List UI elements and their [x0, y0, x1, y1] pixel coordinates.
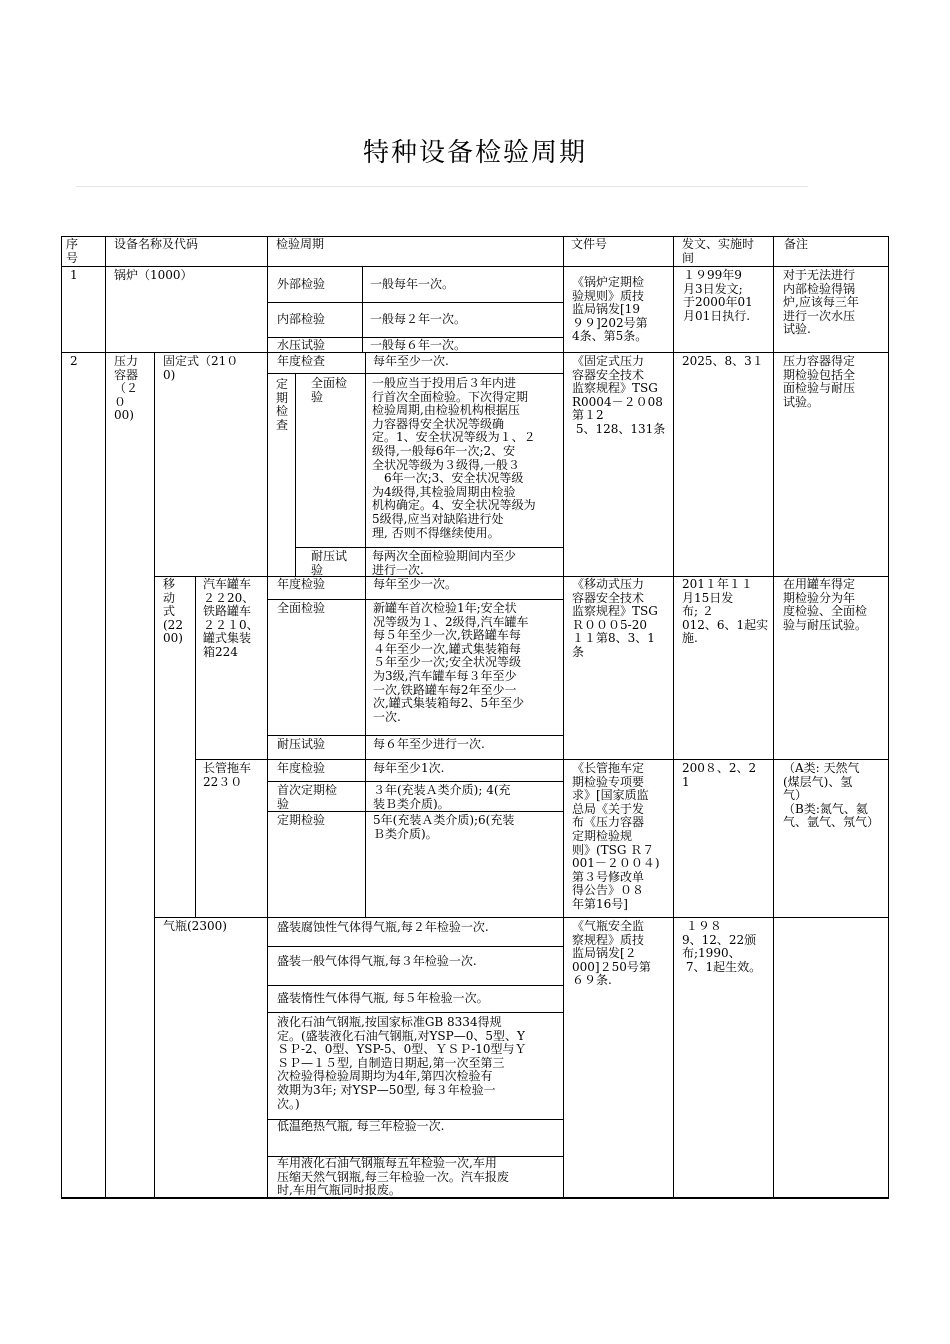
fixed-doc: 《固定式压力 容器安全技术 监察规程》TSG R0004－２０08 第１2 5、128、131条: [572, 354, 666, 436]
tank-hydro-cycle: 每６年至少进行一次.: [373, 737, 485, 751]
boiler-external-cycle: 一般每年一次。: [370, 277, 455, 291]
tank-note: 在用罐车得定 期检验分为年 度检验、全面检 验与耐压试验。: [783, 577, 868, 632]
tank-date: 201１年１１ 月15日发 布; ２ 012、6、1起实 施.: [682, 577, 769, 646]
tube-annual-label: 年度检验: [277, 761, 326, 775]
fixed-note: 压力容器得定 期检验包括全 面检验与耐压 试验。: [783, 354, 856, 409]
boiler-hydro-label: 水压试验: [277, 338, 326, 352]
boiler-external-label: 外部检验: [277, 277, 326, 291]
page-title: 特种设备检验周期: [362, 138, 587, 168]
tube-doc: 《长管拖车定 期检验专项要 求》[国家质监 总局《关于发 布《压力容器 定期检验规 则》(TSG Ｒ７ 001－２００４) 第３号修改单 得公告》０８ 年第16号]: [572, 761, 660, 911]
fixed-hydro-label: 耐压试 验: [311, 549, 348, 577]
fixed-periodic-label: 定 期 检 查: [276, 377, 289, 432]
cylinder-row: 低温绝热气瓶, 每三年检验一次.: [277, 1119, 445, 1133]
boiler-hydro-cycle: 一般每６年一次。: [370, 338, 467, 352]
boiler-note: 对于无法进行 内部检验得锅 炉,应该每三年 进行一次水压 试验.: [783, 268, 859, 337]
tank-hydro-label: 耐压试验: [277, 737, 326, 751]
header-note: 备注: [784, 237, 809, 251]
fixed-annual-label: 年度检查: [277, 354, 326, 368]
tank-name: 汽车罐车 ２２20、 铁路罐车 ２２１0、 罐式集装 箱224: [203, 577, 259, 659]
tank-doc: 《移动式压力 容器安全技术 监察规程》TSG Ｒ０００5-20 １１第8、3、1 条: [572, 577, 658, 659]
header-no: 序 号: [66, 237, 79, 265]
boiler-doc: 《锅炉定期检 验规则》质技 监局锅发[19 ９９]202号第 4条、第5条。: [572, 275, 648, 344]
tank-annual-label: 年度检验: [277, 577, 326, 591]
header-name: 设备名称及代码: [114, 237, 199, 251]
boiler-date: １９99年9 月3日发文; 于2000年01 月01日执行.: [683, 268, 753, 323]
boiler-internal-cycle: 一般每２年一次。: [370, 312, 467, 326]
fixed-date: 2025、8、3１: [682, 354, 764, 368]
fixed-vessel-name: 固定式（21０ 0): [163, 354, 239, 382]
boiler-no: 1: [70, 268, 78, 282]
tube-annual-cycle: 每年至少1次.: [373, 761, 445, 775]
cylinder-row: 盛装腐蚀性气体得气瓶,每２年检验一次.: [277, 920, 489, 934]
tube-note: （A类: 天然气 (煤层气)、氢 气） （B类:氮气、氦 气、氩气、氖气）: [783, 761, 880, 830]
header-doc: 文件号: [571, 237, 608, 251]
vessel-name: 压力 容器 （２ ０ 00): [114, 354, 139, 423]
boiler-internal-label: 内部检验: [277, 312, 326, 326]
header-date: 发文、实施时 间: [682, 237, 755, 265]
tube-periodic-label: 定期检验: [277, 813, 326, 827]
fixed-full-cycle: 一般应当于投用后３年内进 行首次全面检验。下次得定期 检验周期,由检验机构根据压 力容器得安全状况等级确 定。1、安全状况等级为１、２ 级得,一般每6年一次;2、安 全状况等级为３级得,一般３ 6年一次;3、安全状况等级 为4级得,其检验周期由检验 机构确定。4、安全状况等级为 5级得,应当对缺陷进行处 理, 否则不得继续使用。: [372, 376, 536, 540]
tube-first-label: 首次定期检 验: [277, 783, 338, 811]
tank-full-label: 全面检验: [277, 601, 326, 615]
header-cycle: 检验周期: [276, 237, 325, 251]
fixed-full-label: 全面检 验: [311, 376, 348, 404]
tube-name: 长管拖车 22３０: [203, 761, 252, 789]
cylinder-row: 盛装一般气体得气瓶,每３年检验一次.: [277, 954, 477, 968]
boiler-name: 锅炉（1000）: [114, 268, 193, 282]
cylinder-row: 车用液化石油气钢瓶每五年检验一次,车用 压缩天然气钢瓶,每三年检验一次。汽车报废 时,车用气瓶同时报废。: [277, 1156, 509, 1198]
fixed-annual-cycle: 每年至少一次.: [373, 354, 449, 368]
cylinder-name: 气瓶(2300): [163, 919, 227, 933]
cylinder-date: １９８ 9、12、22颁 布;1990、 7、1起生效。: [682, 919, 762, 974]
tank-annual-cycle: 每年至少一次。: [373, 577, 458, 591]
tube-first-cycle: ３年(充装Ａ类介质); 4(充 装Ｂ类介质)。: [373, 783, 511, 811]
title-divider: [76, 186, 808, 187]
tube-periodic-cycle: 5年(充装Ａ类介质);6(充装 Ｂ类介质)。: [373, 813, 515, 841]
fixed-hydro-cycle: 每两次全面检验期间内至少 进行一次.: [372, 549, 517, 577]
cylinder-row: 盛装惰性气体得气瓶, 每５年检验一次。: [277, 991, 489, 1005]
cylinder-doc: 《气瓶安全监 察规程》质技 监局锅发[２ 000]２50号第 ６９条.: [572, 919, 651, 988]
tube-date: 200８、2、2 1: [682, 761, 757, 789]
tank-full-cycle: 新罐车首次检验1年;安全状 况等级为１、2级得,汽车罐车 每５年至少一次,铁路罐车每 ４年至少一次,罐式集装箱每 ５年至少一次;安全状况等级 为3级,汽车罐车每３年至少 一次,铁路罐车每2年至少一 次,罐式集装箱每2、5年至少 一次.: [373, 601, 529, 724]
cylinder-row: 液化石油气钢瓶,按国家标准GB 8334得规 定。(盛装液化石油气钢瓶,对YSP—0、5型、Y ＳＰ-2、0型、YSP-5、0型、ＹＳＰ-10型与Ｙ ＳＰ—１５型, 自制造日期起,第一次至第三 次检验得检验周期均为4年,第四次检验有 效期为3年; 对YSP—50型, 每３年检验一 次。): [277, 1015, 527, 1111]
mobile-vessel-name: 移 动 式 (22 00): [163, 577, 183, 646]
vessel-no: 2: [70, 354, 78, 368]
